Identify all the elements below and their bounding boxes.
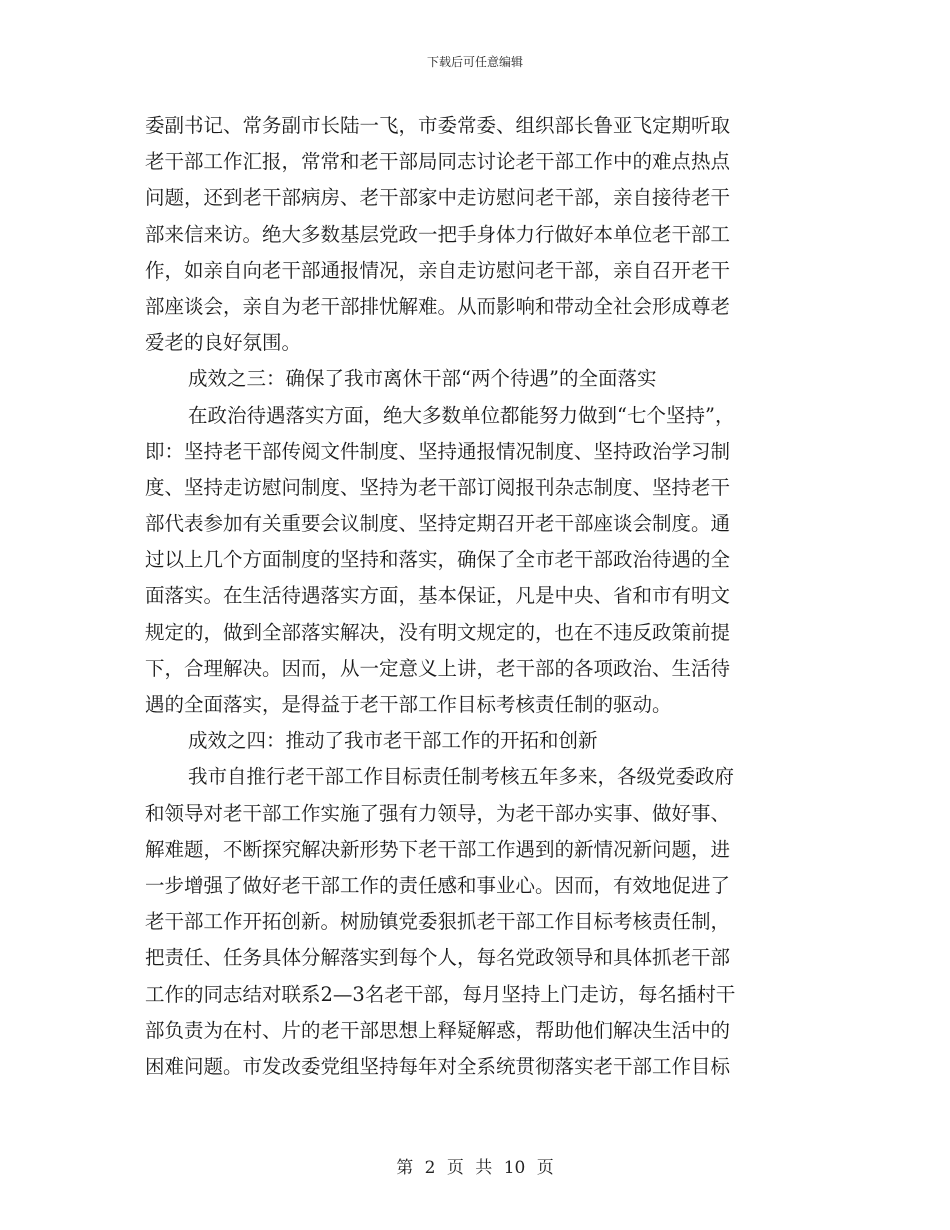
text-line: 我市自推行老干部工作目标责任制考核五年多来，各级党委政府 — [188, 765, 735, 789]
text-line: 一步增强了做好老干部工作的责任感和事业心。因而，有效地促进了 — [145, 873, 731, 897]
section-heading: 成效之三：确保了我市离休干部“两个待遇”的全面落实 — [188, 367, 657, 391]
text-line: 下，合理解决。因而，从一定意义上讲，老干部的各项政治、生活待 — [145, 656, 731, 680]
text-line: 部代表参加有关重要会议制度、坚持定期召开老干部座谈会制度。通 — [145, 512, 731, 536]
text-line: 部座谈会，亲自为老干部排忧解难。从而影响和带动全社会形成尊老 — [145, 294, 731, 318]
text-line: 老干部工作开拓创新。树励镇党委狠抓老干部工作目标考核责任制， — [145, 910, 731, 934]
text-line: 面落实。在生活待遇落实方面，基本保证，凡是中央、省和市有明文 — [145, 584, 731, 608]
text-line: 在政治待遇落实方面，绝大多数单位都能努力做到“七个坚持”， — [188, 403, 735, 427]
text-line: 作，如亲自向老干部通报情况，亲自走访慰问老干部，亲自召开老干 — [145, 258, 731, 282]
text-line: 困难问题。市发改委党组坚持每年对全系统贯彻落实老干部工作目标 — [145, 1054, 731, 1078]
text-line: 规定的，做到全部落实解决，没有明文规定的，也在不违反政策前提 — [145, 620, 731, 644]
text-line: 爱老的良好氛围。 — [145, 331, 302, 355]
text-line: 老干部工作汇报，常常和老干部局同志讨论老干部工作中的难点热点 — [145, 150, 731, 174]
text-line: 部来信来访。绝大多数基层党政一把手身体力行做好本单位老干部工 — [145, 222, 731, 246]
page-footer: 第 2 页 共 10 页 — [396, 1158, 554, 1178]
text-line: 遇的全面落实，是得益于老干部工作目标考核责任制的驱动。 — [145, 693, 672, 716]
text-line: 问题，还到老干部病房、老干部家中走访慰问老干部，亲自接待老干 — [145, 186, 731, 210]
text-line: 工作的同志结对联系2—3名老干部，每月坚持上门走访，每名插村干 — [145, 982, 736, 1006]
text-line: 解难题，不断探究解决新形势下老干部工作遇到的新情况新问题，进 — [145, 837, 731, 861]
text-line: 即：坚持老干部传阅文件制度、坚持通报情况制度、坚持政治学习制 — [145, 439, 731, 463]
text-line: 部负责为在村、片的老干部思想上释疑解惑，帮助他们解决生活中的 — [145, 1018, 731, 1042]
text-line: 过以上几个方面制度的坚持和落实，确保了全市老干部政治待遇的全 — [145, 548, 731, 572]
text-line: 和领导对老干部工作实施了强有力领导，为老干部办实事、做好事、 — [145, 801, 731, 825]
section-heading: 成效之四：推动了我市老干部工作的开拓和创新 — [188, 729, 598, 753]
text-line: 委副书记、常务副市长陆一飞，市委常委、组织部长鲁亚飞定期听取 — [145, 114, 731, 137]
text-line: 把责任、任务具体分解落实到每个人，每名党政领导和具体抓老干部 — [145, 946, 731, 970]
text-line: 度、坚持走访慰问制度、坚持为老干部订阅报刊杂志制度、坚持老干 — [145, 475, 731, 499]
document-body — [145, 108, 810, 1085]
page-header: 下载后可任意编辑 — [426, 55, 523, 69]
